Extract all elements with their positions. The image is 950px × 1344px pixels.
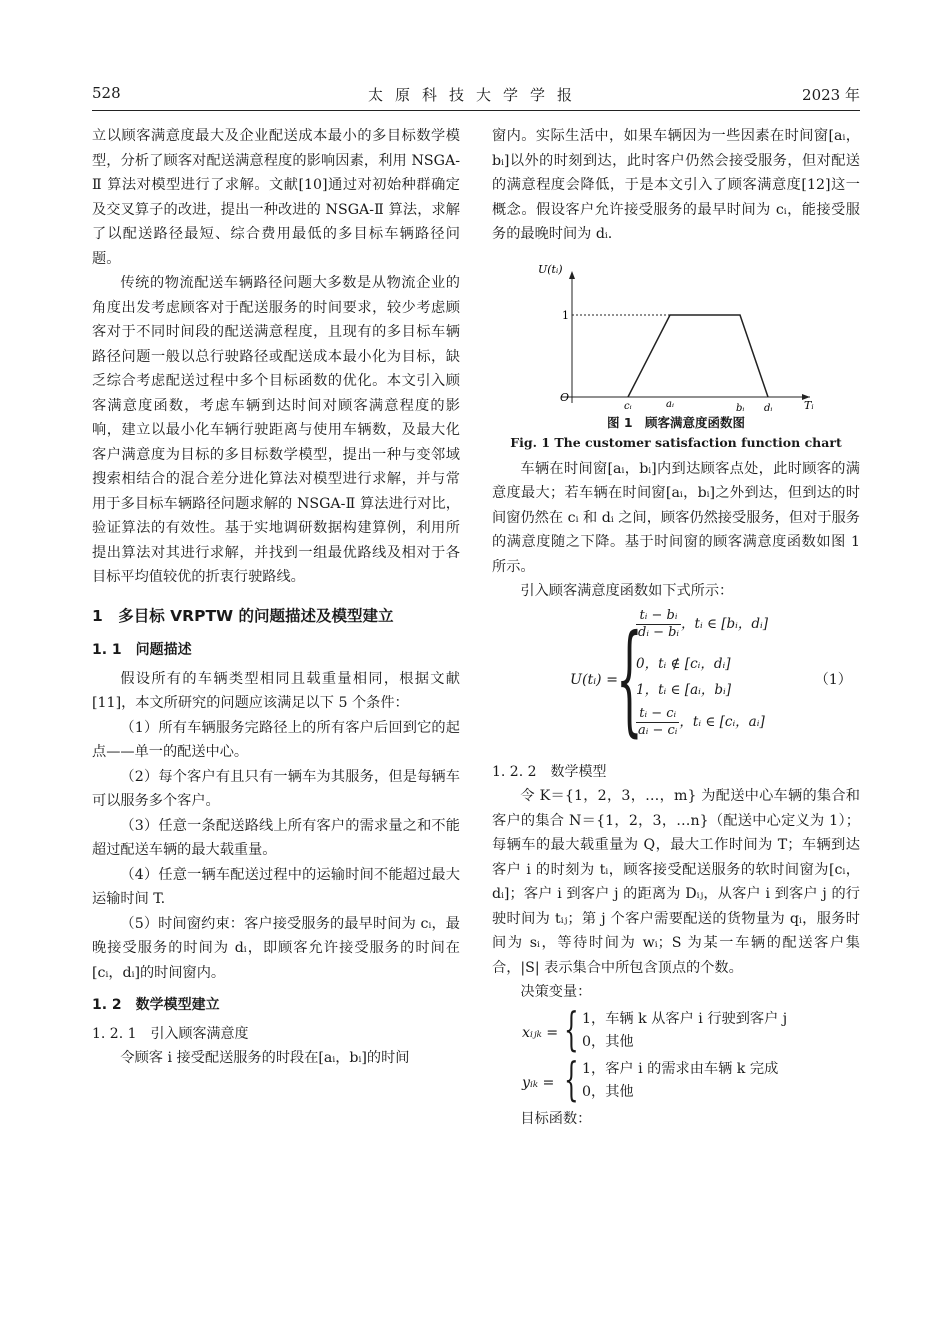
variable-case: 0，其他 bbox=[582, 1033, 634, 1050]
paragraph: 令 K＝{1，2，3，…，m} 为配送中心车辆的集合和客户的集合 N＝{1，2，3，…n}（配送中心定义为 1）；每辆车的最大载重量为 Q，最大工作时间为 T；车辆到达客户 i 的时刻为 tᵢ，顾客接受配送服务的软时间窗为[cᵢ，dᵢ]；客户 i 到客户 j 的距离为 Dᵢⱼ，从客户 i 到客户 j 的行驶时间为 tᵢⱼ；第 j 个客户需要配送的货物量为 qᵢ，服务时间为 sᵢ，等待时间为 wᵢ；S 为某一车辆的配送客户集合，|S| 表示集合中所包含顶点的个数。 bbox=[492, 788, 860, 976]
fraction-numerator: tᵢ − cᵢ bbox=[636, 706, 679, 723]
subsubsection-heading: 1. 2. 2 数学模型 bbox=[492, 763, 607, 780]
paragraph: 引入顾客满意度函数如下式所示： bbox=[520, 583, 734, 599]
case-condition: ，tᵢ ∈ [cᵢ，aᵢ] bbox=[679, 713, 765, 730]
equation-case: 0，tᵢ ∉ [cᵢ，dᵢ] bbox=[636, 655, 731, 672]
equation-brace: { bbox=[616, 609, 643, 749]
variable-case: 1，客户 i 的需求由车辆 k 完成 bbox=[582, 1060, 779, 1077]
origin-label: O bbox=[560, 390, 570, 404]
fraction-numerator: tᵢ − bᵢ bbox=[636, 608, 681, 625]
fraction-denominator: dᵢ − bᵢ bbox=[638, 624, 680, 640]
x-tick-label: aᵢ bbox=[666, 398, 674, 410]
paragraph: 立以顾客满意度最大及企业配送成本最小的多目标数学模型，分析了顾客对配送满意程度的影响因素，利用 NSGA-Ⅱ 算法对模型进行了求解。文献[10]通过对初始种群确定及交叉算子的改进，提出一种改进的 NSGA-Ⅱ 算法，求解了以配送路径最短、综合费用最低的多目标车辆路径问题。 bbox=[92, 128, 460, 267]
decision-variable-y bbox=[492, 1051, 860, 1106]
issue-year: 2023 年 bbox=[802, 86, 860, 104]
page-number: 528 bbox=[92, 84, 121, 102]
paragraph: 目标函数： bbox=[520, 1110, 592, 1127]
case-condition: ，tᵢ ∈ [bᵢ，dᵢ] bbox=[681, 615, 768, 632]
left-column bbox=[92, 124, 460, 1071]
right-column bbox=[492, 124, 860, 1131]
page-header bbox=[92, 84, 860, 108]
satisfaction-function-chart bbox=[492, 253, 860, 413]
variable-case: 0，其他 bbox=[582, 1083, 634, 1100]
y-tick-label: 1 bbox=[562, 308, 569, 322]
figure-caption-en: Fig. 1 The customer satisfaction function chart bbox=[510, 434, 842, 450]
equation-1 bbox=[492, 608, 860, 756]
subsection-heading: 1. 1 问题描述 bbox=[92, 642, 192, 658]
variable-case: 1，车辆 k 从客户 i 行驶到客户 j bbox=[582, 1010, 788, 1027]
paragraph: 车辆在时间窗[aᵢ，bᵢ]内到达顾客点处，此时顾客的满意度最大；若车辆在时间窗[aᵢ，bᵢ]之外到达，但到达的时间窗仍然在 cᵢ 和 dᵢ 之间，顾客仍然接受服务，但对于服务的满意度随之下降。基于时间窗的顾客满意度函数如图 1 所示。 bbox=[492, 460, 860, 575]
fraction-denominator: aᵢ − cᵢ bbox=[638, 722, 678, 738]
condition-item: （5）时间窗约束：客户接受服务的最早时间为 cᵢ，最晚接受服务的时间为 dᵢ，即顾客允许接受服务的时间在[cᵢ，dᵢ]的时间窗内。 bbox=[92, 915, 460, 981]
header-rule bbox=[92, 110, 860, 111]
x-axis-label: Tᵢ bbox=[804, 398, 814, 412]
x-tick-label: cᵢ bbox=[624, 400, 632, 412]
y-axis-label: U(tᵢ) bbox=[538, 262, 563, 276]
satisfaction-curve bbox=[628, 315, 768, 397]
y-axis-arrow bbox=[569, 271, 575, 279]
decision-variable-x bbox=[492, 1001, 860, 1056]
condition-item: （4）任意一辆车配送过程中的运输时间不能超过最大运输时间 T. bbox=[92, 866, 460, 907]
equation-brace: { bbox=[564, 1001, 579, 1056]
subsection-heading: 1. 2 数学模型建立 bbox=[92, 997, 220, 1013]
condition-item: （3）任意一条配送路线上所有客户的需求量之和不能超过配送车辆的最大载重量。 bbox=[92, 817, 460, 858]
satisfaction-figure bbox=[492, 253, 860, 413]
subsubsection-heading: 1. 2. 1 引入顾客满意度 bbox=[92, 1025, 249, 1042]
equation-lhs: U(tᵢ) = bbox=[570, 671, 618, 688]
x-tick-label: dᵢ bbox=[764, 402, 773, 413]
figure-caption-cn: 图 1 顾客满意度函数图 bbox=[606, 414, 746, 430]
paragraph: 令顾客 i 接受配送服务的时段在[aᵢ，bᵢ]的时间 bbox=[120, 1050, 410, 1066]
paragraph: 假设所有的车辆类型相同且载重量相同，根据文献[11]，本文所研究的问题应该满足以下 5 个条件： bbox=[92, 670, 460, 711]
equation-case: 1，tᵢ ∈ [aᵢ，bᵢ] bbox=[636, 681, 731, 698]
condition-item: （2）每个客户有且只有一辆车为其服务，但是每辆车可以服务多个客户。 bbox=[92, 768, 460, 809]
x-tick-label: bᵢ bbox=[736, 402, 745, 413]
condition-item: （1）所有车辆服务完路径上的所有客户后回到它的起点——单一的配送中心。 bbox=[92, 719, 460, 760]
equation-case bbox=[636, 608, 768, 641]
equation-brace: { bbox=[564, 1051, 579, 1106]
journal-name: 太原科技大学学报 bbox=[367, 86, 584, 104]
variable-lhs: xᵢⱼₖ = bbox=[522, 1024, 559, 1041]
paragraph: 窗内。实际生活中，如果车辆因为一些因素在时间窗[aᵢ，bᵢ]以外的时刻到达，此时客户仍然会接受服务，但对配送的满意程度会降低，于是本文引入了顾客满意度[12]这一概念。假设客户允许接受服务的最早时间为 cᵢ，能接受服务的最晚时间为 dᵢ. bbox=[492, 128, 860, 242]
equation-number: （1） bbox=[814, 671, 852, 688]
section-heading: 1 多目标 VRPTW 的问题描述及模型建立 bbox=[92, 606, 394, 625]
paragraph: 决策变量： bbox=[520, 984, 592, 1000]
paragraph: 传统的物流配送车辆路径问题大多数是从物流企业的角度出发考虑顾客对于配送服务的时间要求，较少考虑顾客对于不同时间段的配送满意程度，且现有的多目标车辆路径问题一般以总行驶路径或配送成本最小化为目标，缺乏综合考虑配送过程中多个目标函数的优化。本文引入顾客满意度函数，考虑车辆到达时间对顾客满意程度的影响，建立以最小化车辆行驶距离与使用车辆数，及最大化客户满意度为目标的多目标数学模型，提出一种与变邻域搜索相结合的混合差分进化算法对模型进行求解，并与常用于多目标车辆路径问题求解的 NSGA-Ⅱ 算法进行对比，验证算法的有效性。基于实地调研数据构建算例，利用所提出算法对其进行求解，并找到一组最优路线及相对于各目标平均值较优的折衷行驶路线。 bbox=[92, 275, 460, 585]
equation-case bbox=[636, 706, 765, 739]
variable-lhs: yᵢₖ = bbox=[522, 1074, 555, 1091]
